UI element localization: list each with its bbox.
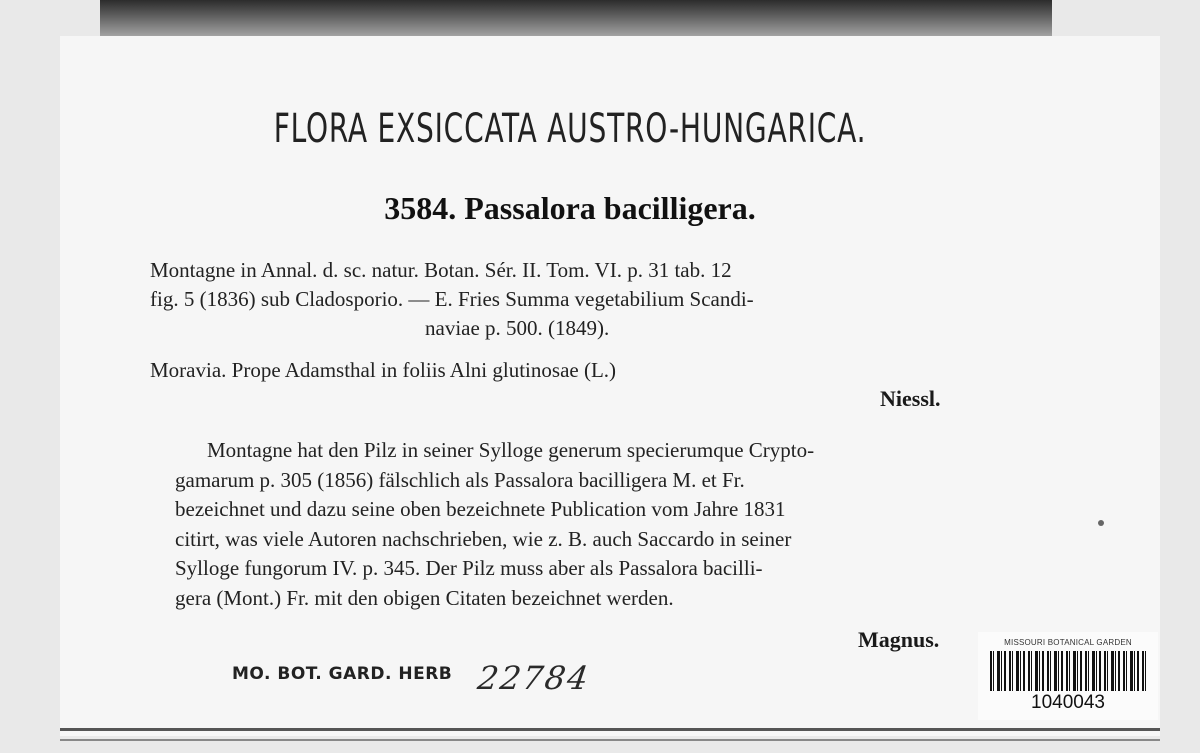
barcode-header: MISSOURI BOTANICAL GARDEN [1004,638,1132,647]
citation-line-2: fig. 5 (1836) sub Cladosporio. — E. Fries Summa vegetabilium Scandi- [150,287,754,311]
locality-text: Moravia. Prope Adamsthal in foliis Alni glutinosae (L.) [150,358,617,382]
label-title: FLORA EXSICCATA AUSTRO-HUNGARICA. [273,106,867,152]
barcode-icon [990,651,1146,691]
herbarium-stamp: MO. BOT. GARD. HERB [232,664,453,684]
speck-mark [1098,520,1104,526]
notes-line-1: Montagne hat den Pilz in seiner Sylloge generum specierumque Crypto- [207,438,815,462]
notes-line-6: gera (Mont.) Fr. mit den obigen Citaten bezeichnet werden. [175,585,674,610]
notes-line-4: citirt, was viele Autoren nachschrieben, wie z. B. auch Saccardo in seiner [175,526,792,551]
barcode-label [978,632,1158,720]
collector-name: Niessl. [880,386,941,411]
citation-line-1: Montagne in Annal. d. sc. natur. Botan. Sér. II. Tom. VI. p. 31 tab. 12 [150,258,732,282]
barcode-number: 1040043 [1031,692,1105,713]
notes-line-3: bezeichnet und dazu seine oben bezeichnete Publication vom Jahre 1831 [175,497,786,521]
herbarium-accession-number: 22784 [475,659,593,697]
species-heading: 3584. Passalora bacilligera. [384,190,756,226]
notes-line-5: Sylloge fungorum IV. p. 345. Der Pilz muss aber als Passalora bacilli- [175,556,763,580]
notes-block [175,436,995,613]
bottom-rule [60,728,1160,731]
notes-line-2: gamarum p. 305 (1856) fälschlich als Passalora bacilligera M. et Fr. [175,467,745,492]
citation-line-3: naviae p. 500. (1849). [425,316,610,340]
bottom-rule-secondary [60,739,1160,741]
citation-block [150,256,995,343]
annotator-name: Magnus. [858,627,940,652]
